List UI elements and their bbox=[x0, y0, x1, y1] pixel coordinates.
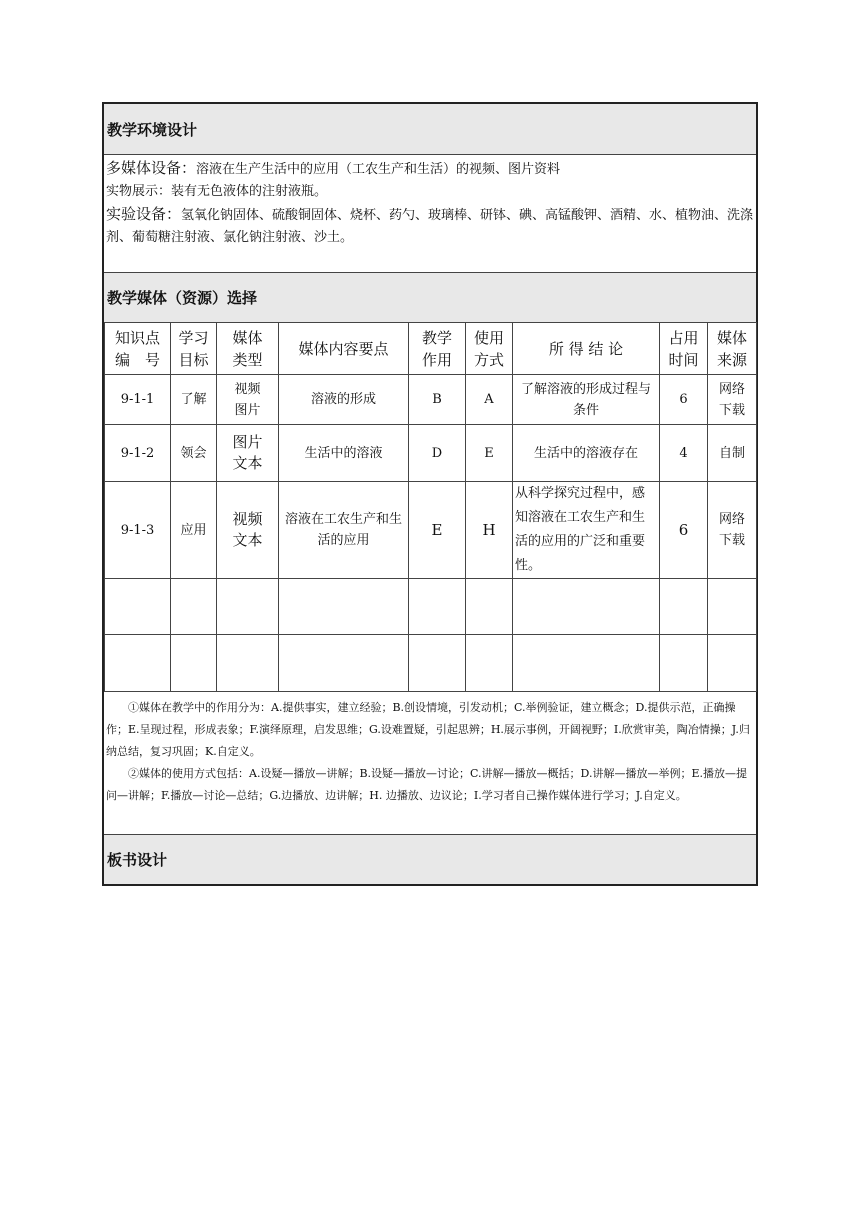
cell-use: E bbox=[466, 425, 513, 482]
multimedia-line bbox=[106, 157, 756, 181]
media-role-note: ①媒体在教学中的作用分为：A.提供事实，建立经验；B.创设情境，引发动机；C.举例验证，建立概念；D.提供示范，正确操作；E.呈现过程，形成表象；F.演绎原理，启发思维；G.设难置疑，引起思辨；H.展示事例，开阔视野；I.欣赏审美，陶冶情操；J.归纳总结，复习巩固；K.自定义。 bbox=[106, 701, 750, 758]
table-header-row bbox=[105, 323, 757, 375]
board-design-heading bbox=[104, 834, 756, 884]
header-conclusion: 所 得 结 论 bbox=[513, 323, 660, 375]
cell-goal: 了解 bbox=[171, 375, 217, 425]
media-selection-heading bbox=[104, 272, 756, 322]
cell-time: 4 bbox=[660, 425, 708, 482]
table-row-empty bbox=[105, 579, 757, 635]
cell-type: 图片 文本 bbox=[217, 425, 279, 482]
header-media-type: 媒体 类型 bbox=[217, 323, 279, 375]
cell-time: 6 bbox=[660, 375, 708, 425]
cell-conclusion: 生活中的溶液存在 bbox=[513, 425, 660, 482]
cell-type: 视频 图片 bbox=[217, 375, 279, 425]
cell-id: 9-1-2 bbox=[105, 425, 171, 482]
lab-line bbox=[106, 203, 756, 249]
header-usage-mode: 使用 方式 bbox=[466, 323, 513, 375]
cell-source: 网络 下载 bbox=[708, 375, 757, 425]
env-design-content bbox=[104, 154, 756, 272]
cell-role: D bbox=[409, 425, 466, 482]
cell-goal: 应用 bbox=[171, 482, 217, 579]
table-row-empty bbox=[105, 635, 757, 692]
env-design-heading-text: 教学环境设计 bbox=[107, 120, 198, 139]
media-selection-table bbox=[104, 322, 757, 692]
cell-conclusion: 从科学探究过程中，感知溶液在工农生产和生活的应用的广泛和重要性。 bbox=[513, 482, 660, 579]
cell-time: 6 bbox=[660, 482, 708, 579]
board-design-heading-text: 板书设计 bbox=[107, 851, 168, 869]
cell-content: 溶液的形成 bbox=[279, 375, 409, 425]
cell-id: 9-1-1 bbox=[105, 375, 171, 425]
env-design-heading bbox=[104, 104, 756, 154]
table-row bbox=[105, 375, 757, 425]
multimedia-label: 多媒体设备： bbox=[106, 159, 197, 177]
header-time: 占用 时间 bbox=[660, 323, 708, 375]
header-source: 媒体 来源 bbox=[708, 323, 757, 375]
cell-use: H bbox=[466, 482, 513, 579]
media-notes bbox=[104, 689, 756, 834]
multimedia-text: 溶液在生产生活中的应用（工农生产和生活）的视频、图片资料 bbox=[196, 162, 561, 177]
header-learning-goal: 学习 目标 bbox=[171, 323, 217, 375]
cell-role: E bbox=[409, 482, 466, 579]
cell-type: 视频 文本 bbox=[217, 482, 279, 579]
display-line bbox=[106, 181, 756, 203]
cell-content: 溶液在工农生产和生活的应用 bbox=[279, 482, 409, 579]
media-usage-note: ②媒体的使用方式包括：A.设疑—播放—讲解；B.设疑—播放—讨论；C.讲解—播放—概括；D.讲解—播放—举例；E.播放—提问—讲解；F.播放—讨论—总结；G.边播放、边讲解；H. 边播放、边议论；I.学习者自己操作媒体进行学习；J.自定义。 bbox=[106, 767, 747, 802]
cell-role: B bbox=[409, 375, 466, 425]
lesson-design-frame bbox=[102, 102, 758, 886]
media-selection-heading-text: 教学媒体（资源）选择 bbox=[107, 289, 258, 307]
cell-source: 网络 下载 bbox=[708, 482, 757, 579]
table-row bbox=[105, 425, 757, 482]
header-knowledge-id: 知识点 编 号 bbox=[105, 323, 171, 375]
lab-text: 氢氧化钠固体、硫酸铜固体、烧杯、药勺、玻璃棒、研钵、碘、高锰酸钾、酒精、水、植物油、洗涤剂、葡萄糖注射液、氯化钠注射液、沙土。 bbox=[106, 208, 754, 245]
cell-use: A bbox=[466, 375, 513, 425]
cell-conclusion: 了解溶液的形成过程与条件 bbox=[513, 375, 660, 425]
cell-content: 生活中的溶液 bbox=[279, 425, 409, 482]
cell-id: 9-1-3 bbox=[105, 482, 171, 579]
lab-label: 实验设备： bbox=[106, 205, 182, 223]
display-label: 实物展示： bbox=[106, 184, 172, 199]
cell-goal: 领会 bbox=[171, 425, 217, 482]
display-text: 装有无色液体的注射液瓶。 bbox=[171, 184, 328, 199]
cell-source: 自制 bbox=[708, 425, 757, 482]
table-row bbox=[105, 482, 757, 579]
header-media-content: 媒体内容要点 bbox=[279, 323, 409, 375]
header-teaching-role: 教学 作用 bbox=[409, 323, 466, 375]
